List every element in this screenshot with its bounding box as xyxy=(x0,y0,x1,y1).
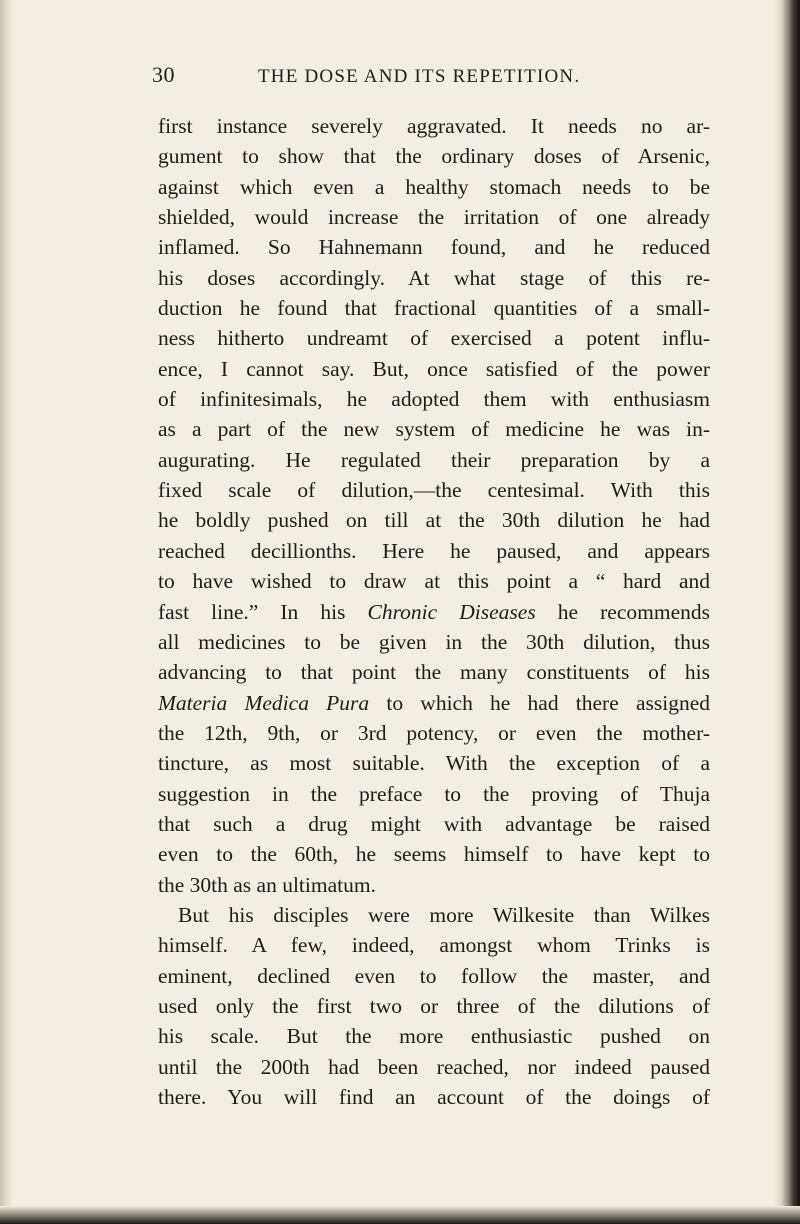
text-line: against which even a healthy stomach needs to be xyxy=(158,174,710,199)
text-line: But his disciples were more Wilkesite than Wilkes xyxy=(178,902,710,927)
text-line: that such a drug might with advantage be raised xyxy=(158,811,710,836)
text-line: inflamed. So Hahnemann found, and he reduced xyxy=(158,235,710,260)
page-number: 30 xyxy=(152,62,175,87)
text-line: fixed scale of dilution,—the centesimal. With this xyxy=(158,478,710,503)
text-line: the 30th as an ultimatum. xyxy=(158,872,376,897)
text-line: to have wished to draw at this point a “ hard and xyxy=(158,569,710,594)
text-line: himself. A few, indeed, amongst whom Trinks is xyxy=(158,933,710,958)
text-line: as a part of the new system of medicine he was in- xyxy=(158,417,710,442)
book-title-chronic-diseases: Chronic Diseases xyxy=(367,599,536,624)
text-line: gument to show that the ordinary doses of Arsenic, xyxy=(158,144,710,169)
text-line: his scale. But the more enthusiastic pushed on xyxy=(158,1024,710,1049)
running-head: THE DOSE AND ITS REPETITION. xyxy=(258,66,581,87)
text-line: eminent, declined even to follow the master, and xyxy=(158,963,710,988)
text-line: ence, I cannot say. But, once satisfied of the power xyxy=(158,356,710,381)
page-edge-bottom xyxy=(0,1206,800,1224)
text-line: all medicines to be given in the 30th dilution, thus xyxy=(158,629,710,654)
text-line: used only the first two or three of the dilutions of xyxy=(158,993,710,1018)
text-line: suggestion in the preface to the proving of Thuja xyxy=(158,781,710,806)
text-line: advancing to that point the many constituents of his xyxy=(158,660,710,685)
text-line: there. You will find an account of the doings of xyxy=(158,1085,710,1109)
text-line: ness hitherto undreamt of exercised a potent influ- xyxy=(158,326,710,351)
text-line: his doses accordingly. At what stage of this re- xyxy=(158,265,710,290)
text-line: tincture, as most suitable. With the exception of a xyxy=(158,751,710,776)
text-segment: to which he had there assigned xyxy=(369,690,710,715)
text-line: augurating. He regulated their preparation by a xyxy=(158,447,710,472)
text-line: reached decillionths. Here he paused, and appears xyxy=(158,538,710,563)
page-header xyxy=(0,62,800,102)
gutter-shadow xyxy=(0,0,14,1224)
text-line: until the 200th had been reached, nor indeed paused xyxy=(158,1054,710,1079)
text-segment: he recommends xyxy=(535,599,710,624)
book-title-materia-medica: Materia Medica Pura xyxy=(158,690,370,715)
body-text xyxy=(158,111,710,1112)
text-line: the 12th, 9th, or 3rd potency, or even the mother- xyxy=(158,720,710,745)
page-edge-right xyxy=(774,0,800,1224)
text-line: of infinitesimals, he adopted them with enthusiasm xyxy=(158,387,710,412)
text-line: even to the 60th, he seems himself to have kept to xyxy=(158,842,710,867)
text-line-with-italic xyxy=(158,688,710,718)
text-line: shielded, would increase the irritation of one already xyxy=(158,205,710,230)
text-segment: fast line.” In his xyxy=(158,599,368,624)
text-line-with-italic xyxy=(158,597,710,627)
text-line: first instance severely aggravated. It needs no ar- xyxy=(158,114,710,138)
text-line: duction he found that fractional quantities of a small- xyxy=(158,296,710,321)
text-line: he boldly pushed on till at the 30th dilution he had xyxy=(158,508,710,533)
